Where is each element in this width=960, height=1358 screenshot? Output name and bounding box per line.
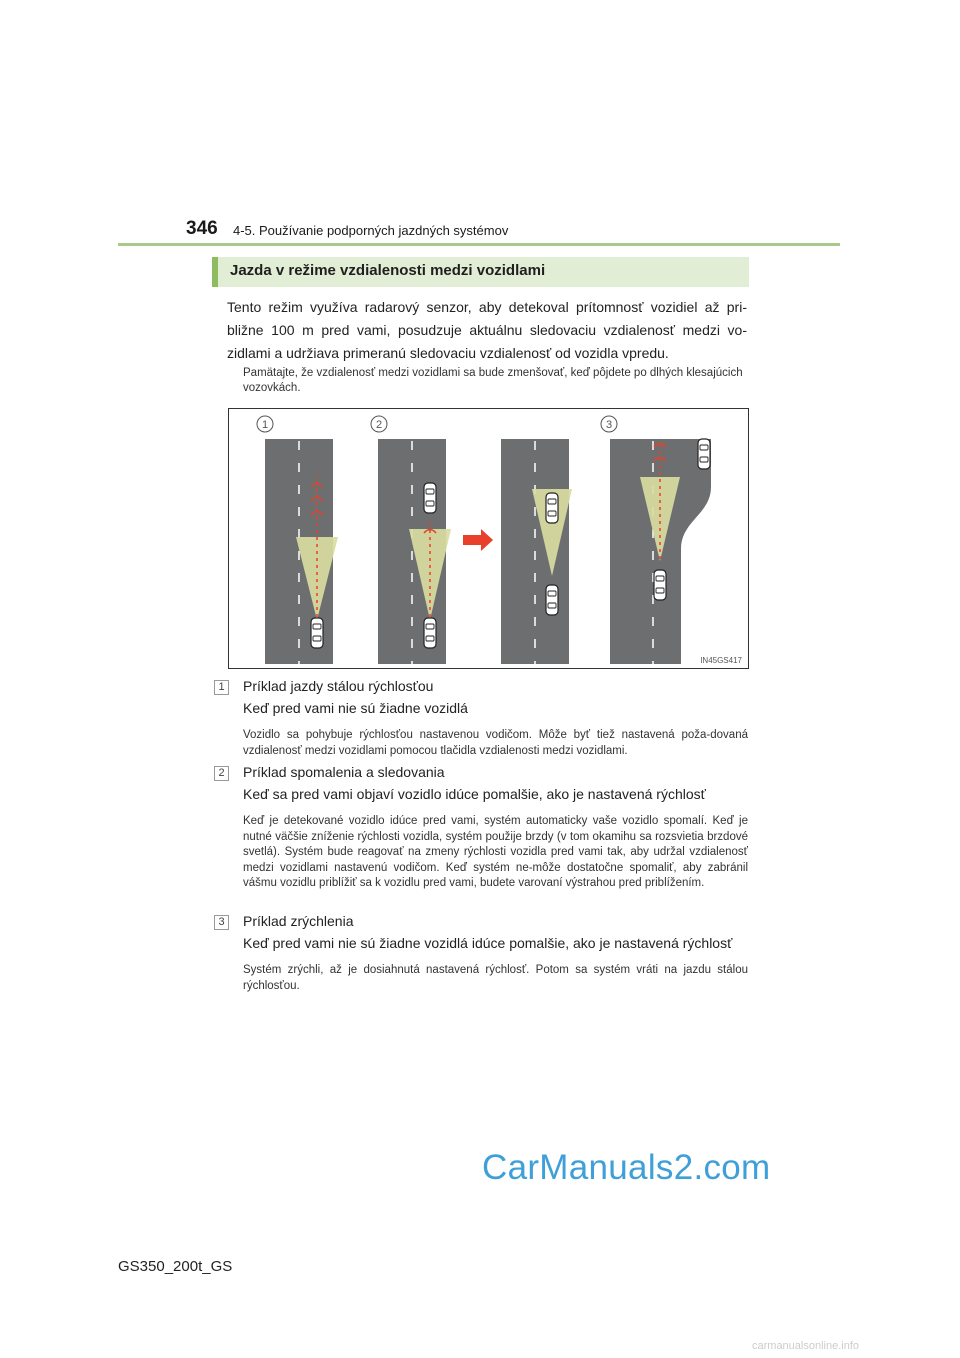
section-title: Jazda v režime vzdialenosti medzi vozidlami — [230, 262, 546, 279]
item-subtitle: Keď sa pred vami objaví vozidlo idúce pomalšie, ako je nastavená rýchlosť — [243, 786, 706, 802]
acc-diagram — [229, 409, 750, 670]
item-subtitle: Keď pred vami nie sú žiadne vozidlá idúce pomalšie, ako je nastavená rýchlosť — [243, 935, 733, 951]
item-number-badge: 3 — [214, 915, 229, 930]
section-path: 4-5. Používanie podporných jazdných systémov — [233, 223, 509, 238]
item-title: Príklad zrýchlenia — [243, 913, 354, 929]
acc-illustration — [228, 408, 749, 669]
item-description: Vozidlo sa pohybuje rýchlosťou nastavenou vodičom. Môže byť tiež nastavená poža-dovaná vzdialenosť medzi vozidlami pomocou tlačidla vzdialenosti medzi vozidlami. — [243, 729, 748, 757]
section-heading-box — [212, 257, 749, 287]
figure-code: IN45GS417 — [700, 656, 742, 665]
transition-arrow — [463, 529, 493, 551]
figure-marker-3: 3 — [605, 419, 613, 431]
item-title: Príklad jazdy stálou rýchlosťou — [243, 678, 434, 694]
header-divider — [118, 243, 840, 246]
item-number-badge: 2 — [214, 766, 229, 781]
item-title: Príklad spomalenia a sledovania — [243, 764, 445, 780]
watermark-logo: CarManuals2.com — [482, 1148, 771, 1187]
intro-paragraph: Tento režim využíva radarový senzor, aby detekoval prítomnosť vozidiel až pri-bližne 100 m pred vami, posudzuje aktuálnu sledovaciu vzdialenosť medzi vo-zidlami a udržiava primeranú sledovaciu vzdialenosť od vozidla vpredu. — [227, 299, 747, 361]
footer-model-code: GS350_200t_GS — [118, 1258, 233, 1275]
figure-marker-2: 2 — [375, 419, 383, 431]
page-number: 346 — [186, 218, 218, 239]
item-description: Keď je detekované vozidlo idúce pred vami, systém automaticky vaše vozidlo spomalí. Keď je nutné väčšie zníženie rýchlosti vozidla, systém použije brzdy (v tom okamihu sa rozsvietia brzdové svetlá). Systém bude reagovať na zmeny rýchlosti vozidla pred vami tak, aby udržal vzdialenosť medzi vozidlami nastavenú vodičom. Keď systém ne-môže dostatočne spomaliť, aby zabránil vášmu vozidlu priblížiť sa k vozidlu pred vami, budete varovaní výstrahou pred priblížením. — [243, 815, 748, 889]
item-description: Systém zrýchli, až je dosiahnutá nastavená rýchlosť. Potom sa systém vráti na jazdu stálou rýchlosťou. — [243, 964, 748, 992]
item-number-badge: 1 — [214, 680, 229, 695]
figure-marker-1: 1 — [261, 419, 269, 431]
watermark-small: carmanualsonline.info — [752, 1340, 860, 1352]
item-subtitle: Keď pred vami nie sú žiadne vozidlá — [243, 700, 468, 716]
note-paragraph: Pamätajte, že vzdialenosť medzi vozidlami sa bude zmenšovať, keď pôjdete po dlhých klesajúcich vozovkách. — [243, 367, 743, 394]
